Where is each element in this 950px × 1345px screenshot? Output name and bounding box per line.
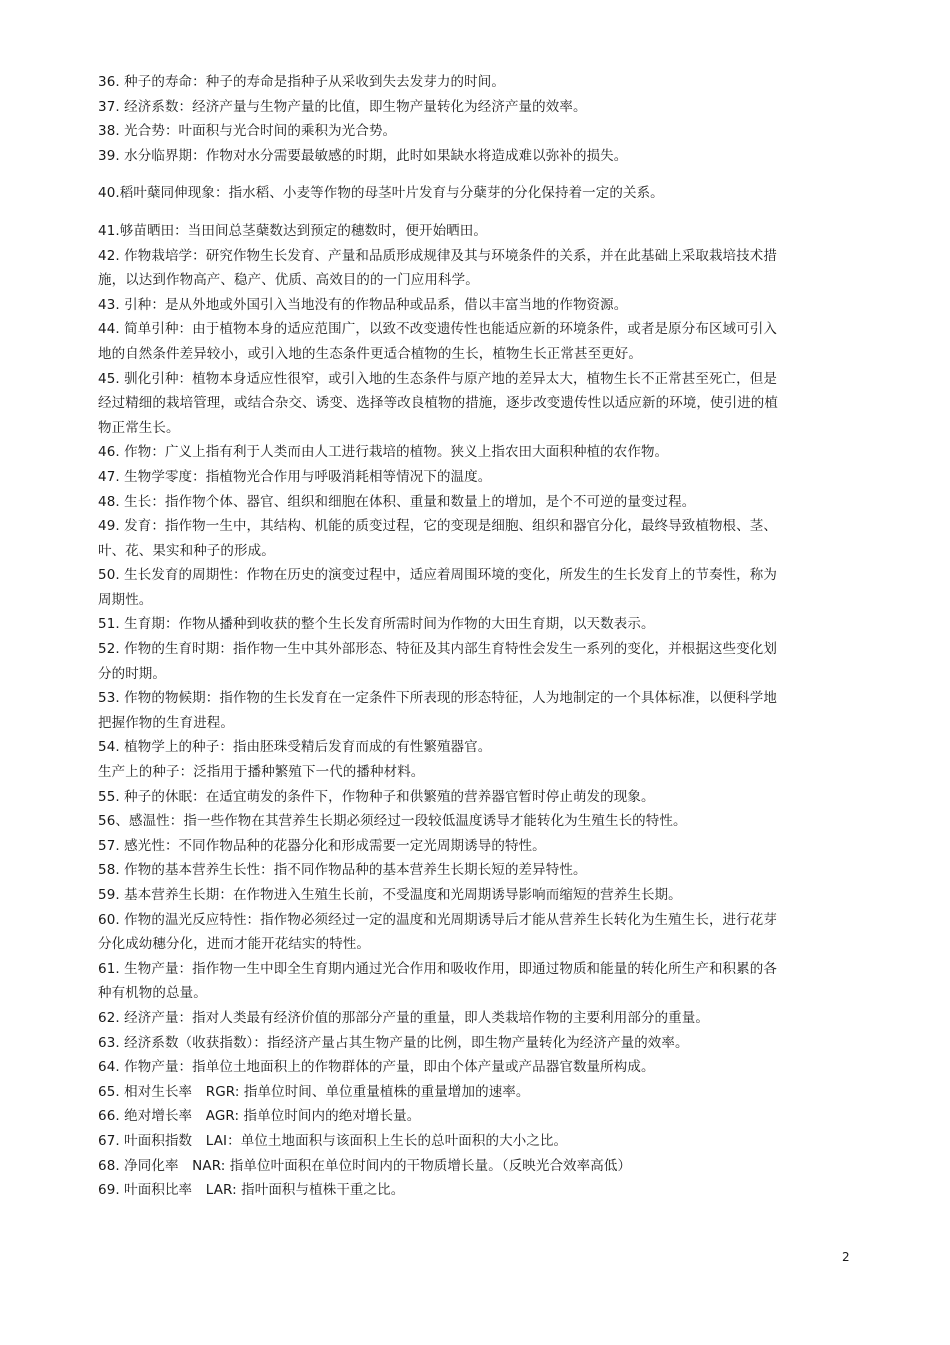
entry-39: 39. 水分临界期：作物对水分需要最敏感的时期，此时如果缺水将造成难以弥补的损失。 (98, 147, 628, 164)
entry-46: 46. 作物：广义上指有利于人类而由人工进行栽培的植物。狭义上指农田大面积种植的农作物。 (98, 444, 669, 461)
entry-67: 67. 叶面积指数 LAI：单位土地面积与该面积上生长的总叶面积的大小之比。 (98, 1132, 568, 1149)
entry-47: 47. 生物学零度：指植物光合作用与呼吸消耗相等情况下的温度。 (98, 468, 492, 485)
entry-68: 68. 净同化率 NAR: 指单位叶面积在单位时间内的干物质增长量。（反映光合效率高低） (98, 1157, 632, 1174)
entry-54-continued: 生产上的种子：泛指用于播种繁殖下一代的播种材料。 (98, 764, 425, 781)
entry-69: 69. 叶面积比率 LAR: 指叶面积与植株干重之比。 (98, 1182, 405, 1199)
page-number: 2 (842, 1250, 850, 1264)
entry-53: 53. 作物的物候期：指作物的生长发育在一定条件下所表现的形态特征，人为地制定的一个具体标准，以便科学地把握作物的生育进程。 (98, 690, 777, 731)
entry-56: 56、感温性：指一些作物在其营养生长期必须经过一段较低温度诱导才能转化为生殖生长的特性。 (98, 813, 687, 830)
entry-64: 64. 作物产量：指单位土地面积上的作物群体的产量，即由个体产量或产品器官数量所构成。 (98, 1059, 655, 1076)
entry-59: 59. 基本营养生长期：在作物进入生殖生长前，不受温度和光周期诱导影响而缩短的营养生长期。 (98, 887, 682, 903)
entry-50: 50. 生长发育的周期性：作物在历史的演变过程中，适应着周围环境的变化，所发生的生长发育上的节奏性，称为周期性。 (98, 567, 777, 608)
entry-58: 58. 作物的基本营养生长性：指不同作物品种的基本营养生长期长短的差异特性。 (98, 862, 587, 879)
entry-49: 49. 发育：指作物一生中，其结构、机能的质变过程，它的变现是细胞、组织和器官分化，最终导致植物根、茎、叶、花、果实和种子的形成。 (98, 518, 777, 559)
entry-60: 60. 作物的温光反应特性：指作物必须经过一定的温度和光周期诱导后才能从营养生长转化为生殖生长，进行花芽分化成幼穗分化，进而才能开花结实的特性。 (98, 911, 777, 953)
entry-54: 54. 植物学上的种子：指由胚珠受精后发育而成的有性繁殖器官。 (98, 739, 492, 756)
glossary-list (98, 70, 778, 1203)
entry-43: 43. 引种：是从外地或外国引入当地没有的作物品种或品系，借以丰富当地的作物资源。 (98, 296, 628, 313)
entry-61: 61. 生物产量：指作物一生中即全生育期内通过光合作用和吸收作用，即通过物质和能量的转化所生产和积累的各种有机物的总量。 (98, 960, 777, 1002)
entry-66: 66. 绝对增长率 AGR: 指单位时间内的绝对增长量。 (98, 1108, 421, 1125)
entry-36: 36. 种子的寿命：种子的寿命是指种子从采收到失去发芽力的时间。 (98, 74, 505, 90)
entry-44: 44. 简单引种：由于植物本身的适应范围广，以致不改变遗传性也能适应新的环境条件，或者是原分布区域可引入地的自然条件差异较小，或引入地的生态条件更适合植物的生长，植物生长正常甚至更好。 (98, 321, 777, 362)
entry-62: 62. 经济产量：指对人类最有经济价值的那部分产量的重量，即人类栽培作物的主要利用部分的重量。 (98, 1009, 709, 1026)
entry-52: 52. 作物的生育时期：指作物一生中其外部形态、特征及其内部生育特性会发生一系列的变化，并根据这些变化划分的时期。 (98, 641, 777, 682)
entry-37: 37. 经济系数：经济产量与生物产量的比值，即生物产量转化为经济产量的效率。 (98, 98, 587, 115)
entry-55: 55. 种子的休眠：在适宜萌发的条件下，作物种子和供繁殖的营养器官暂时停止萌发的现象。 (98, 788, 655, 805)
entry-51: 51. 生育期：作物从播种到收获的整个生长发育所需时间为作物的大田生育期，以天数表示。 (98, 616, 655, 633)
entry-40: 40.稻叶蘖同伸现象：指水稻、小麦等作物的母茎叶片发育与分蘖芽的分化保持着一定的关系。 (98, 185, 664, 202)
entry-45: 45. 驯化引种：植物本身适应性很窄，或引入地的生态条件与原产地的差异太大，植物生长不正常甚至死亡，但是经过精细的栽培管理，或结合杂交、诱变、选择等改良植物的措施，逐步改变遗传性以适应新的环境，使引进的植物正常生长。 (98, 370, 778, 436)
entry-41: 41.够苗晒田：当田间总茎蘖数达到预定的穗数时，便开始晒田。 (98, 222, 487, 239)
entry-42: 42. 作物栽培学：研究作物生长发育、产量和品质形成规律及其与环境条件的关系，并在此基础上采取栽培技术措施，以达到作物高产、稳产、优质、高效目的的一门应用科学。 (98, 247, 777, 289)
entry-48: 48. 生长：指作物个体、器官、组织和细胞在体积、重量和数量上的增加，是个不可逆的量变过程。 (98, 493, 696, 510)
entry-63: 63. 经济系数（收获指数）：指经济产量占其生物产量的比例，即生物产量转化为经济产量的效率。 (98, 1034, 689, 1051)
entry-65: 65. 相对生长率 RGR: 指单位时间、单位重量植株的重量增加的速率。 (98, 1083, 530, 1100)
entry-38: 38. 光合势：叶面积与光合时间的乘积为光合势。 (98, 123, 397, 140)
entry-57: 57. 感光性：不同作物品种的花器分化和形成需要一定光周期诱导的特性。 (98, 837, 546, 854)
